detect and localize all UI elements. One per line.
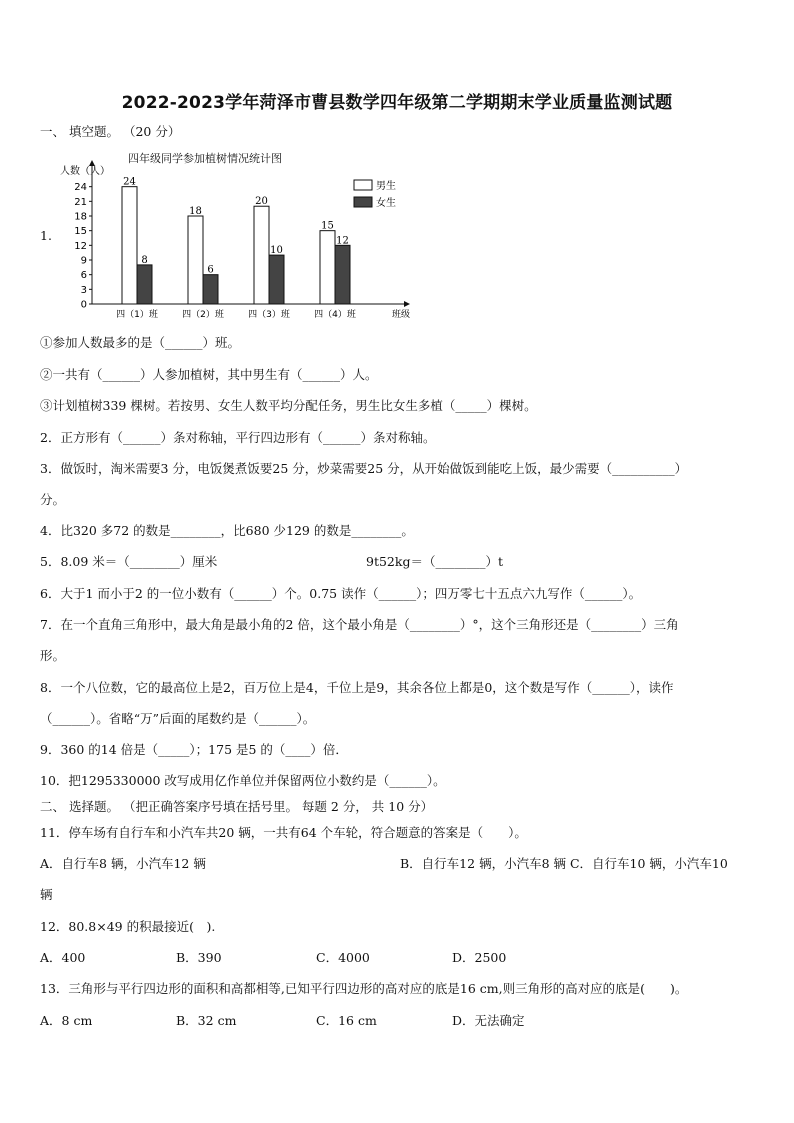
y-tick-label: 3 <box>80 284 87 296</box>
question-5-part-b: 9t52kg＝（________）t <box>366 554 503 569</box>
question-11: 11．停车场有自行车和小汽车共20 辆，一共有64 个车轮，符合题意的答案是（ ）。 <box>40 825 527 840</box>
section-heading-choice: 二、 选择题。 （把正确答案序号填在括号里。 每题 2 分， 共 10 分） <box>40 799 434 814</box>
x-tick-label: 四（3）班 <box>248 310 290 320</box>
question-4: 4．比320 多72 的数是________，比680 少129 的数是________。 <box>40 523 414 538</box>
y-tick-label: 24 <box>74 182 87 194</box>
question-8-continued: （______）。省略“万”后面的尾数约是（______）。 <box>40 711 316 726</box>
question-13-option-a: A．8 cm <box>40 1013 93 1028</box>
y-tick-label: 9 <box>80 255 87 267</box>
question-1-part-1: ①参加人数最多的是（______）班。 <box>40 335 241 350</box>
question-11-option-c-continued: 辆 <box>40 887 53 902</box>
y-tick-label: 15 <box>74 226 87 238</box>
question-1-part-2: ②一共有（______）人参加植树，其中男生有（______）人。 <box>40 367 378 382</box>
question-13-option-b: B．32 cm <box>176 1013 237 1028</box>
legend-swatch-boys <box>354 180 372 190</box>
legend-label-girls: 女生 <box>376 198 396 209</box>
question-2: 2．正方形有（______）条对称轴，平行四边形有（______）条对称轴。 <box>40 430 436 445</box>
question-1-part-3: ③计划植树339 棵树。若按男、女生人数平均分配任务，男生比女生多植（_____）棵树。 <box>40 398 537 413</box>
y-tick-label: 21 <box>74 196 87 208</box>
question-6: 6．大于1 而小于2 的一位小数有（______）个。0.75 读作（______）；四万零七十五点六九写作（______）。 <box>40 586 642 601</box>
bar-boys-label: 24 <box>123 176 136 188</box>
question-8: 8．一个八位数，它的最高位上是2，百万位上是4，千位上是9，其余各位上都是0，这个数是写作（______），读作 <box>40 680 674 695</box>
x-tick-label: 四（1）班 <box>116 310 158 320</box>
question-12-option-d: D．2500 <box>452 950 507 965</box>
question-9: 9．360 的14 倍是（_____）；175 是5 的（____）倍． <box>40 742 348 757</box>
y-tick-label: 18 <box>74 211 87 223</box>
question-13: 13．三角形与平行四边形的面积和高都相等,已知平行四边形的高对应的底是16 cm,则三角形的高对应的底是( )。 <box>40 981 688 996</box>
question-12-option-b: B．390 <box>176 950 222 965</box>
question-12: 12．80.8×49 的积最接近( ). <box>40 919 216 934</box>
chart-svg <box>58 144 418 322</box>
question-11-option-bc: B．自行车12 辆，小汽车8 辆 C．自行车10 辆，小汽车10 <box>400 856 728 871</box>
question-number: 1. <box>40 228 52 243</box>
bar-boys-label: 18 <box>189 206 202 217</box>
question-3: 3．做饭时，淘米需要3 分，电饭煲煮饭要25 分，炒菜需要25 分，从开始做饭到能吃上饭，最少需要（__________） <box>40 461 688 476</box>
bar-girls <box>203 275 218 304</box>
question-3-continued: 分。 <box>40 492 66 507</box>
bar-boys <box>122 187 137 304</box>
bar-girls <box>335 245 350 304</box>
bar-boys <box>320 231 335 304</box>
bar-girls-label: 6 <box>207 264 214 276</box>
x-tick-label: 四（4）班 <box>314 310 356 320</box>
x-axis-arrow <box>404 301 410 307</box>
y-tick-label: 6 <box>80 270 87 282</box>
question-12-option-c: C．4000 <box>316 950 370 965</box>
question-7: 7．在一个直角三角形中，最大角是最小角的2 倍，这个最小角是（________）°，这个三角形还是（________）三角 <box>40 617 679 632</box>
question-12-option-a: A．400 <box>40 950 86 965</box>
section-heading-fill-blank: 一、 填空题。 （20 分） <box>40 124 181 139</box>
y-tick-label: 0 <box>80 299 87 311</box>
question-5-part-a: 5．8.09 米＝（________）厘米 <box>40 554 218 569</box>
question-13-option-d: D．无法确定 <box>452 1013 525 1028</box>
bar-girls-label: 12 <box>336 235 349 247</box>
bar-girls <box>137 265 152 304</box>
bar-boys <box>188 216 203 304</box>
legend-label-boys: 男生 <box>376 181 396 192</box>
bar-boys-label: 15 <box>321 220 334 232</box>
bar-girls-label: 10 <box>270 245 283 257</box>
x-axis-label: 班级 <box>392 310 411 320</box>
y-axis-label: 人数（人） <box>60 166 110 177</box>
bar-chart <box>58 144 418 322</box>
question-10: 10．把1295330000 改写成用亿作单位并保留两位小数约是（______）。 <box>40 773 446 788</box>
y-axis-arrow <box>89 160 95 166</box>
y-tick-label: 12 <box>74 240 87 252</box>
question-11-option-a: A．自行车8 辆，小汽车12 辆 <box>40 856 206 871</box>
bar-girls <box>269 255 284 304</box>
legend-swatch-girls <box>354 197 372 207</box>
question-7-continued: 形。 <box>40 648 66 663</box>
bar-boys <box>254 206 269 304</box>
bar-girls-label: 8 <box>141 254 148 266</box>
chart-title: 四年级同学参加植树情况统计图 <box>128 152 282 165</box>
bar-boys-label: 20 <box>255 196 268 208</box>
question-13-option-c: C．16 cm <box>316 1013 377 1028</box>
x-tick-label: 四（2）班 <box>182 310 224 320</box>
page-title: 2022-2023学年菏泽市曹县数学四年级第二学期期末学业质量监测试题 <box>121 93 673 113</box>
